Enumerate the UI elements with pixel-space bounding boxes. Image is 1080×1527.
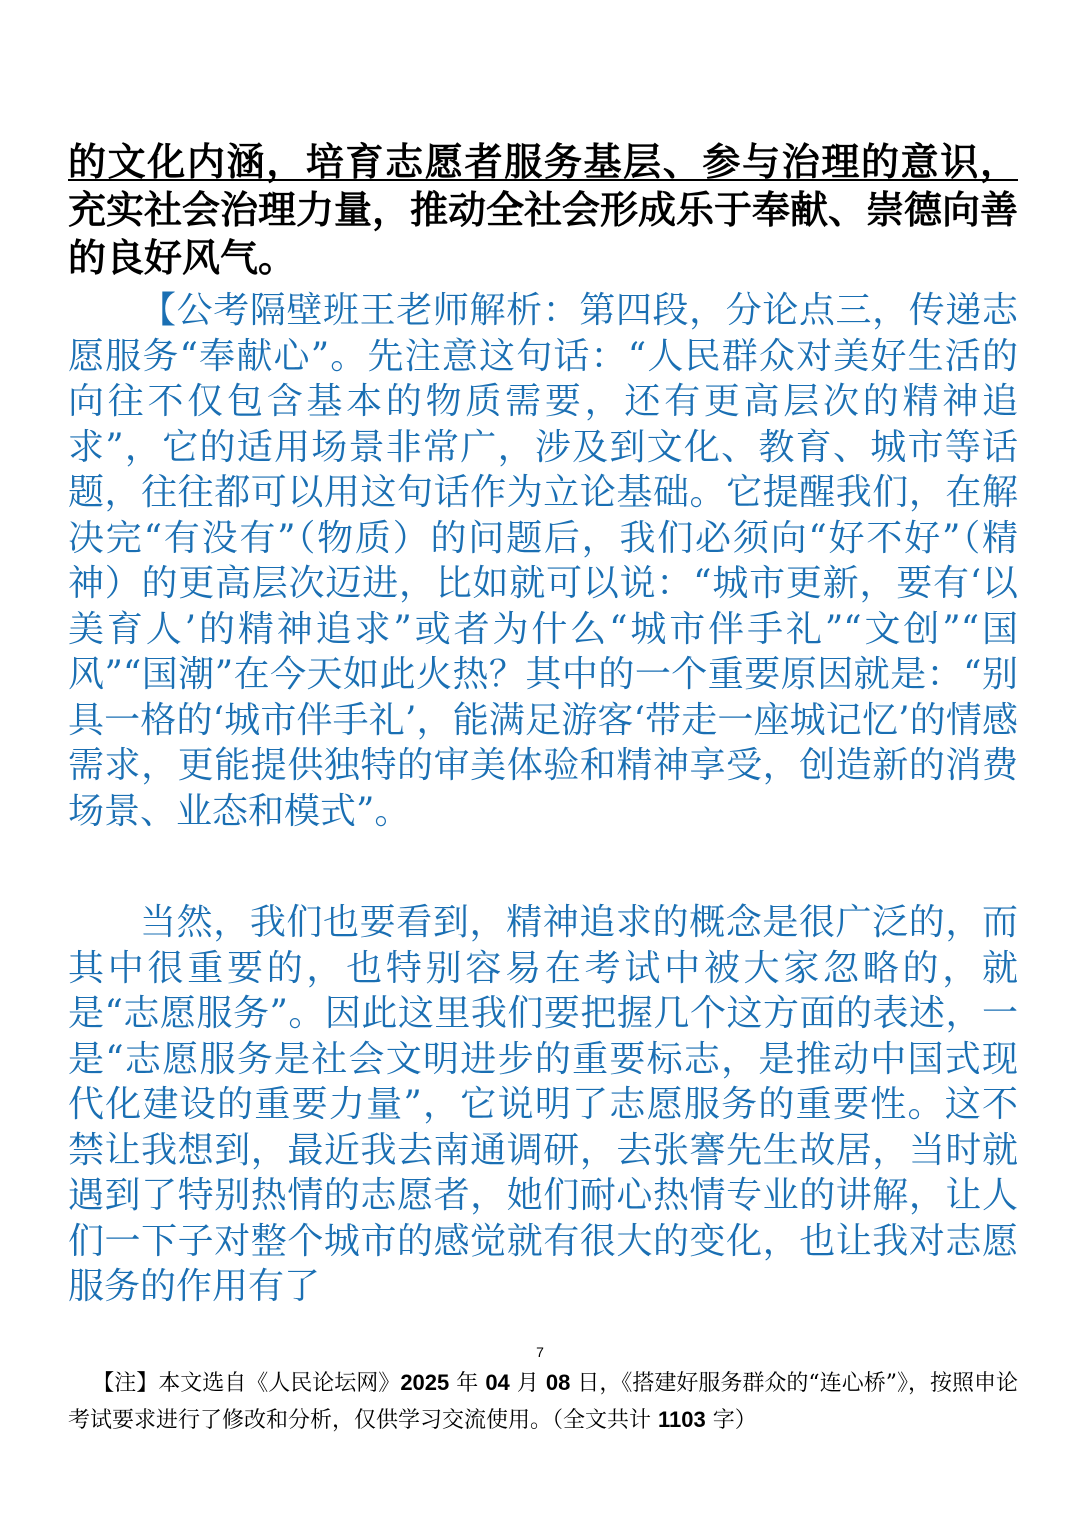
note-text-5: 字） [712,1408,757,1433]
underlined-text: 的文化内涵，培育志愿者服务基层、参与治理的意识， [68,139,1018,184]
note-text-1: 【注】本文选自《人民论坛网》 [92,1371,401,1396]
note-text-4: 日，《搭建好服务群众的“连心桥”》，按照申论考试要求进行了修改和分析，仅供学习交流使用。（全文共计 [68,1371,1019,1433]
analysis-paragraph-2: 当然，我们也要看到，精神追求的概念是很广泛的，而其中很重要的，也特别容易在考试中被大家忽略的，就是“志愿服务”。因此这里我们要把握几个这方面的表述，一是“志愿服务是社会文明进步的重要标志，是推动中国式现代化建设的重要力量”，它说明了志愿服务的重要性。这不禁让我想到，最近我去南通调研，去张謇先生故居，当时就遇到了特别热情的志愿者，她们耐心热情专业的讲解，让人们一下子对整个城市的感觉就有很大的变化，也让我对志愿服务的作用有了 [68,902,1018,1307]
note-month: 04 [485,1370,510,1395]
source-note [68,1365,1018,1439]
note-text-2: 年 [456,1371,479,1396]
article-text: 充实社会治理力量，推动全社会形成乐于奉献、崇德向善的良好风气。 [68,187,1019,280]
note-day: 08 [545,1370,571,1395]
page-number: 7 [536,1344,544,1360]
note-text-3: 月 [516,1371,539,1396]
article-paragraph [68,138,1018,282]
note-word-count: 1103 [658,1407,706,1432]
analysis-paragraph-1: 【公考隔壁班王老师解析：第四段，分论点三，传递志愿服务“奉献心”。先注意这句话：“人民群众对美好生活的向往不仅包含基本的物质需要，还有更高层次的精神追求”，它的适用场景非常广，涉及到文化、教育、城市等话题，往往都可以用这句话作为立论基础。它提醒我们，在解决完“有没有”（物质）的问题后，我们必须向“好不好”（精神）的更高层次迈进，比如就可以说：“城市更新，要有‘以美育人’的精神追求”或者为什么“城市伴手礼”“文创”“国风”“国潮”在今天如此火热？其中的一个重要原因就是：“别具一格的‘城市伴手礼’，能满足游客‘带走一座城记忆’的情感需求，更能提供独特的审美体验和精神享受，创造新的消费场景、业态和模式”。 [68,290,1018,832]
note-year: 2025 [400,1370,450,1395]
